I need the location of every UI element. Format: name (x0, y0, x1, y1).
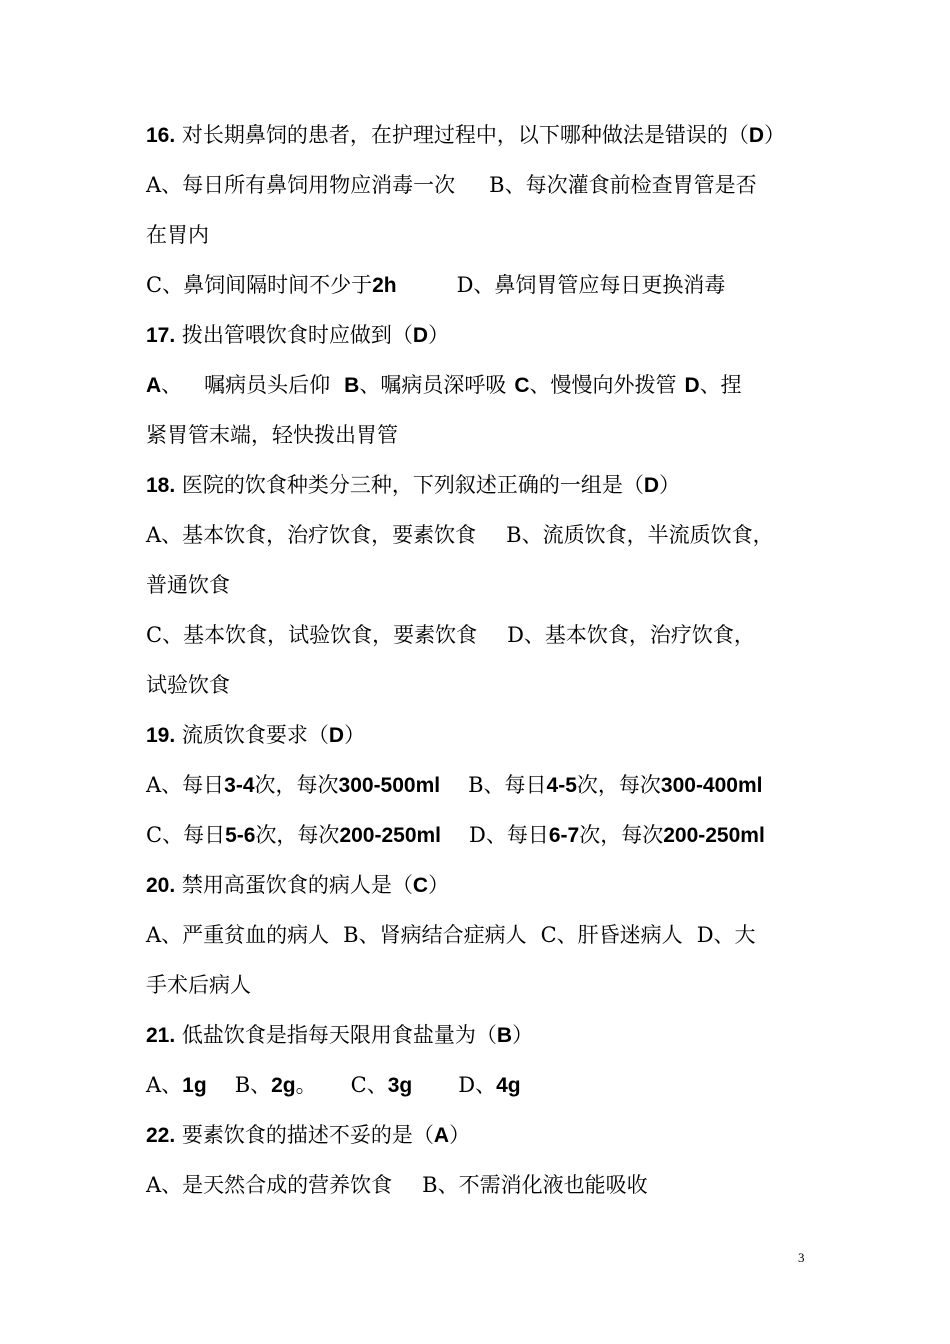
option-b-continued: 普通饮食 (146, 573, 230, 597)
question-17-stem (146, 320, 826, 351)
question-number: 20 (146, 874, 170, 897)
question-number-dot: . (169, 1024, 176, 1047)
option-d-value: 4g (496, 1074, 521, 1097)
question-17-options-line-1 (146, 370, 826, 401)
option-a-sep: 、 (161, 373, 183, 397)
question-text-end: ） (659, 473, 681, 497)
option-c: C、鼻饲间隔时间不少于 (146, 273, 373, 297)
option-a-prefix: A、每日 (146, 773, 225, 797)
option-d: D、大 (696, 923, 756, 947)
option-d: 、捏 (699, 373, 742, 397)
question-text-end: ） (512, 1023, 534, 1047)
option-b-letter: B (344, 374, 360, 397)
option-c-amount: 200-250ml (339, 824, 442, 847)
question-number-dot: . (169, 874, 176, 897)
question-21-options-line-1 (146, 1070, 826, 1101)
question-text: 医院的饮食种类分三种，下列叙述正确的一组是（ (181, 473, 644, 497)
option-c: C、基本饮食，试验饮食，要素饮食 (146, 623, 478, 647)
option-d-continued: 试验饮食 (146, 673, 230, 697)
option-a-value: 1g (182, 1074, 207, 1097)
question-text-end: ） (764, 123, 786, 147)
option-b-continued: 在胃内 (146, 223, 209, 247)
option-b: 、嘱病员深呼吸 (359, 373, 507, 397)
question-21-stem (146, 1020, 826, 1051)
question-number: 17 (146, 324, 170, 347)
option-c-value: 2h (372, 274, 397, 297)
question-number-dot: . (169, 124, 176, 147)
question-16-options-line-1 (146, 170, 826, 200)
option-c: 、慢慢向外拨管 (529, 373, 677, 397)
option-c-prefix: C、每日 (146, 823, 226, 847)
question-16-options-line-2 (146, 220, 826, 250)
question-16-stem (146, 120, 826, 151)
option-d-amount: 200-250ml (663, 824, 765, 847)
option-c-prefix: C、 (350, 1073, 388, 1097)
option-c-count: 5-6 (225, 824, 256, 847)
question-text-end: ） (428, 873, 450, 897)
question-17-options-line-2 (146, 420, 826, 450)
question-19-stem (146, 720, 826, 751)
question-number-dot: . (169, 324, 176, 347)
question-answer: B (496, 1024, 513, 1047)
option-a-count: 3-4 (224, 774, 255, 797)
option-b-mid: 次，每次 (576, 773, 661, 797)
option-b: B、流质饮食，半流质饮食， (506, 523, 774, 547)
option-b-prefix: B、每日 (468, 773, 547, 797)
question-text: 要素饮食的描述不妥的是（ (181, 1123, 434, 1147)
option-a-prefix: A、 (146, 1073, 183, 1097)
question-text: 拨出管喂饮食时应做到（ (181, 323, 413, 347)
question-text: 禁用高蛋饮食的病人是（ (181, 873, 413, 897)
option-b-period: 。 (295, 1073, 317, 1097)
option-a: A、基本饮食，治疗饮食，要素饮食 (146, 523, 477, 547)
question-number: 19 (146, 724, 170, 747)
page-number: 3 (798, 1250, 805, 1265)
question-22-stem (146, 1120, 826, 1151)
option-a: A、每日所有鼻饲用物应消毒一次 (146, 173, 456, 197)
option-b: B、每次灌食前检查胃管是否 (489, 173, 757, 197)
option-b-amount: 300-400ml (660, 774, 763, 797)
option-d-mid: 次，每次 (579, 823, 664, 847)
question-19-options-line-2 (146, 820, 826, 851)
question-text-end: ） (428, 323, 450, 347)
question-18-options-line-2 (146, 570, 826, 600)
option-b-prefix: B、 (234, 1073, 272, 1097)
option-b-value: 2g (271, 1074, 296, 1097)
option-b: B、肾病结合症病人 (343, 923, 527, 947)
option-b-count: 4-5 (546, 774, 577, 797)
option-d-prefix: D、每日 (469, 823, 549, 847)
option-b: B、不需消化液也能吸收 (422, 1173, 648, 1197)
option-a-amount: 300-500ml (338, 774, 441, 797)
question-text: 低盐饮食是指每天限用食盐量为（ (181, 1023, 497, 1047)
question-answer: A (433, 1124, 450, 1147)
question-18-stem (146, 470, 826, 501)
question-22-options-line-1 (146, 1170, 826, 1200)
option-a-letter: A (146, 374, 162, 397)
option-d-prefix: D、 (458, 1073, 497, 1097)
question-20-options-line-2 (146, 970, 826, 1000)
question-answer: D (748, 124, 765, 147)
option-d: D、鼻饲胃管应每日更换消毒 (456, 273, 726, 297)
option-d: D、基本饮食，治疗饮食， (507, 623, 755, 647)
question-answer: D (643, 474, 660, 497)
question-19-options-line-1 (146, 770, 826, 801)
option-a: A、严重贫血的病人 (146, 923, 330, 947)
option-a: 嘱病员头后仰 (204, 373, 331, 397)
question-18-options-line-4 (146, 670, 826, 700)
option-d-letter: D (684, 374, 700, 397)
question-18-options-line-3 (146, 620, 826, 650)
option-c-value: 3g (387, 1074, 413, 1097)
question-18-options-line-1 (146, 520, 826, 550)
question-number: 18 (146, 474, 170, 497)
question-20-options-line-1 (146, 920, 826, 950)
option-c-mid: 次，每次 (255, 823, 340, 847)
question-20-stem (146, 870, 826, 901)
question-text: 流质饮食要求（ (181, 723, 329, 747)
question-number: 21 (146, 1024, 170, 1047)
question-text-end: ） (449, 1123, 471, 1147)
question-answer: D (412, 324, 429, 347)
option-a-mid: 次，每次 (254, 773, 339, 797)
question-number: 16 (146, 124, 170, 147)
option-d-count: 6-7 (548, 824, 580, 847)
option-d-continued: 紧胃管末端，轻快拨出胃管 (146, 423, 398, 447)
option-c: C、肝昏迷病人 (540, 923, 683, 947)
option-a: A、是天然合成的营养饮食 (146, 1173, 393, 1197)
question-text: 对长期鼻饲的患者，在护理过程中，以下哪种做法是错误的（ (181, 123, 749, 147)
question-number: 22 (146, 1124, 170, 1147)
question-answer: D (328, 724, 345, 747)
question-number-dot: . (169, 1124, 176, 1147)
question-number-dot: . (169, 724, 176, 747)
option-d-continued: 手术后病人 (146, 973, 251, 997)
question-number-dot: . (169, 474, 176, 497)
question-16-options-line-3 (146, 270, 826, 301)
option-c-letter: C (514, 374, 530, 397)
question-text-end: ） (344, 723, 366, 747)
question-answer: C (412, 874, 429, 897)
